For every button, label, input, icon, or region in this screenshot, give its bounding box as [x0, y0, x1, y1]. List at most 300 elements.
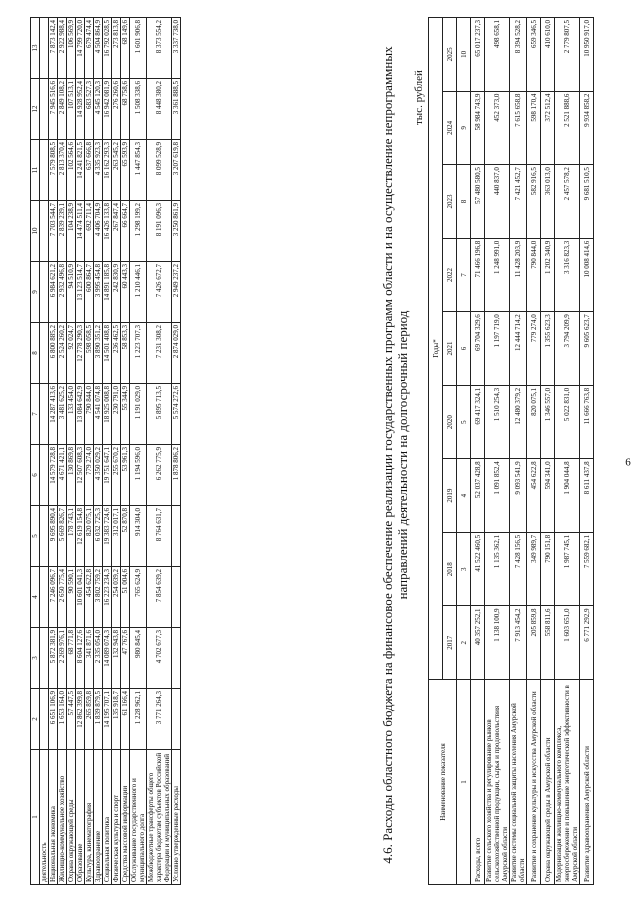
column-number-cell: 7: [457, 238, 471, 312]
value-cell: 68 771,8: [67, 628, 76, 689]
value-cell: 11 428 203,9: [510, 238, 527, 312]
table-row: [121, 18, 130, 885]
value-cell: 71 466 196,8: [471, 238, 485, 312]
value-cell: 765 624,9: [130, 567, 147, 628]
table-row: [85, 18, 94, 885]
row-label: Социальная политика: [103, 750, 112, 885]
value-cell: 2 524 260,2: [58, 323, 67, 384]
value-cell: 7 421 452,7: [510, 165, 527, 239]
table-row: [555, 18, 580, 885]
value-cell: 230 791,0: [112, 384, 121, 445]
value-cell: 6 800 885,2: [49, 323, 58, 384]
column-number-cell: 12: [31, 79, 40, 140]
value-cell: 1 298 199,2: [130, 201, 147, 262]
year-cell: 2021: [443, 312, 457, 386]
row-label: Расходы, всего: [471, 680, 485, 885]
value-cell: 1 197 719,0: [485, 312, 510, 386]
value-cell: 10 008 414,6: [580, 238, 594, 312]
value-cell: 14 579 728,8: [49, 445, 58, 506]
value-cell: 16 942 081,9: [103, 79, 112, 140]
value-cell: 692 711,4: [85, 201, 94, 262]
value-cell: 14 799 720,0: [76, 18, 85, 79]
value-cell: 90 590,1: [67, 567, 76, 628]
value-cell: 7 559 682,1: [580, 532, 594, 606]
column-number-cell: 1: [457, 680, 471, 885]
value-cell: [40, 506, 49, 567]
value-cell: 2 932 496,8: [58, 262, 67, 323]
value-cell: 12 778 290,3: [76, 323, 85, 384]
value-cell: 19 751 647,1: [103, 445, 112, 506]
value-cell: 132 943,8: [112, 628, 121, 689]
column-number-cell: 5: [457, 385, 471, 459]
years-header: Годы*: [429, 18, 443, 680]
value-cell: 7 231 308,2: [147, 323, 172, 384]
value-cell: 7 854 639,2: [147, 567, 172, 628]
value-cell: [172, 689, 181, 750]
value-cell: 55 344,9: [121, 384, 130, 445]
year-cell: 2025: [443, 18, 457, 92]
value-cell: 242 830,9: [112, 262, 121, 323]
table-row: [172, 18, 181, 885]
value-cell: 8 604 127,6: [76, 628, 85, 689]
row-label: Охрана окружающей среды в Амурской области: [541, 680, 555, 885]
value-cell: 3 481 625,2: [58, 384, 67, 445]
value-cell: 6 032 725,3: [94, 506, 103, 567]
value-cell: 5 574 272,6: [172, 384, 181, 445]
value-cell: 178 743,1: [67, 506, 76, 567]
row-label: Модернизация жилищно-коммунального комплекса, энергосбережение и повышение энергетической эффективности в Амурской области: [555, 680, 580, 885]
value-cell: 135 918,7: [112, 689, 121, 750]
page-number: 6: [625, 456, 631, 469]
value-cell: 7 703 544,7: [49, 201, 58, 262]
section-title: 4.6. Расходы областного бюджета на финансовое обеспечение реализации государственных программ области и на осуществление непрограммных направлений деятельности на долгосрочный период: [380, 46, 410, 864]
value-cell: 18 925 008,8: [103, 384, 112, 445]
value-cell: 4 504 864,9: [94, 18, 103, 79]
value-cell: 1 138 100,9: [485, 606, 510, 680]
year-cell: 2020: [443, 385, 457, 459]
value-cell: 10 601 041,3: [76, 567, 85, 628]
value-cell: 7 426 672,7: [147, 262, 172, 323]
column-number-cell: 2: [31, 689, 40, 750]
value-cell: 11 666 763,8: [580, 385, 594, 459]
value-cell: 52 870,8: [121, 506, 130, 567]
header-row: [31, 18, 40, 885]
value-cell: 6 651 106,9: [49, 689, 58, 750]
value-cell: 9 093 541,9: [510, 459, 527, 533]
value-cell: 8 191 096,3: [147, 201, 172, 262]
value-cell: 14 089 074,3: [103, 628, 112, 689]
value-cell: 5 872 381,9: [49, 628, 58, 689]
value-cell: 498 658,1: [485, 18, 510, 92]
row-label: Физическая культура и спорт: [112, 750, 121, 885]
value-cell: 372 512,4: [541, 91, 555, 165]
column-number-cell: 5: [31, 506, 40, 567]
value-cell: 263 545,2: [112, 140, 121, 201]
value-cell: 6 262 775,9: [147, 445, 172, 506]
value-cell: 5 895 713,5: [147, 384, 172, 445]
value-cell: 1 228 962,1: [130, 689, 147, 750]
value-cell: 6 771 292,9: [580, 606, 594, 680]
value-cell: [40, 567, 49, 628]
unit-label: тыс. рублей: [413, 70, 425, 125]
year-cell: 2019: [443, 459, 457, 533]
column-number-cell: 9: [457, 91, 471, 165]
value-cell: 914 304,0: [130, 506, 147, 567]
table-row: [147, 18, 172, 885]
year-cell: 2018: [443, 532, 457, 606]
value-cell: 1 202 340,9: [541, 238, 555, 312]
value-cell: 3 890 351,2: [94, 323, 103, 384]
value-cell: 8 764 631,7: [147, 506, 172, 567]
column-number-cell: 10: [31, 201, 40, 262]
value-cell: 14 287 413,6: [49, 384, 58, 445]
value-cell: 7 428 156,5: [510, 532, 527, 606]
value-cell: 2 457 578,2: [555, 165, 580, 239]
column-number-cell: 11: [31, 140, 40, 201]
value-cell: 2 839 239,1: [58, 201, 67, 262]
value-cell: 454 622,8: [527, 459, 541, 533]
value-cell: 12 444 714,2: [510, 312, 527, 386]
value-cell: [40, 18, 49, 79]
value-cell: [172, 628, 181, 689]
value-cell: 820 075,1: [85, 506, 94, 567]
value-cell: 2 813 370,4: [58, 140, 67, 201]
value-cell: 2 874 029,0: [172, 323, 181, 384]
table-row: [485, 18, 510, 885]
value-cell: 276 260,6: [112, 79, 121, 140]
value-cell: 4 671 421,1: [58, 445, 67, 506]
year-cell: 2024: [443, 91, 457, 165]
value-cell: 1 194 596,0: [130, 445, 147, 506]
value-cell: 205 859,8: [527, 606, 541, 680]
header-row: [429, 18, 443, 885]
value-cell: 790 844,0: [527, 238, 541, 312]
value-cell: 12 619 154,8: [76, 506, 85, 567]
table-row: [76, 18, 85, 885]
value-cell: 273 813,8: [112, 18, 121, 79]
value-cell: [40, 201, 49, 262]
value-cell: 1 191 029,0: [130, 384, 147, 445]
value-cell: 69 417 324,1: [471, 385, 485, 459]
value-cell: 683 527,3: [85, 79, 94, 140]
value-cell: 92 024,7: [67, 323, 76, 384]
value-cell: 265 859,8: [85, 689, 94, 750]
value-cell: 14 501 408,8: [103, 323, 112, 384]
row-label: Развитие системы социальной защиты населения Амурской области: [510, 680, 527, 885]
value-cell: 779 274,0: [85, 445, 94, 506]
value-cell: 133 454,0: [67, 384, 76, 445]
value-cell: 3 337 738,0: [172, 18, 181, 79]
value-cell: 5 669 826,7: [58, 506, 67, 567]
row-label: Обслуживание государственного и муниципального долга: [130, 750, 147, 885]
column-number-row: [457, 18, 471, 885]
value-cell: 14 195 707,1: [103, 689, 112, 750]
row-label: Условно утвержденные расходы: [172, 750, 181, 885]
value-cell: 1 878 806,2: [172, 445, 181, 506]
table-row: [58, 18, 67, 885]
value-cell: 5 022 831,0: [555, 385, 580, 459]
value-cell: 1 839 879,5: [94, 689, 103, 750]
column-number-cell: 3: [457, 532, 471, 606]
value-cell: 820 075,1: [527, 385, 541, 459]
value-cell: 594 341,0: [541, 459, 555, 533]
value-cell: 4 702 677,3: [147, 628, 172, 689]
value-cell: 61 166,4: [121, 689, 130, 750]
value-cell: 1 248 991,0: [485, 238, 510, 312]
value-cell: 1 510 254,3: [485, 385, 510, 459]
value-cell: 4 545 120,3: [94, 79, 103, 140]
row-label: Образование: [76, 750, 85, 885]
value-cell: 2 922 988,4: [58, 18, 67, 79]
table-row: [94, 18, 103, 885]
value-cell: [40, 140, 49, 201]
value-cell: 1 346 557,0: [541, 385, 555, 459]
value-cell: 637 666,8: [85, 140, 94, 201]
row-label: Межбюджетные трансферты общего характера бюджетам субъектов Российской Федерации и муниципальных образований: [147, 750, 172, 885]
value-cell: 13 123 514,7: [76, 262, 85, 323]
row-label: Развитие и сохранение культуры и искусства Амурской области: [527, 680, 541, 885]
row-label: Здравоохранение: [94, 750, 103, 885]
value-cell: 1 210 446,1: [130, 262, 147, 323]
value-cell: [172, 506, 181, 567]
table-row: [580, 18, 594, 885]
value-cell: 16 792 028,5: [103, 18, 112, 79]
value-cell: 12 507 608,3: [76, 445, 85, 506]
column-number-cell: 3: [31, 628, 40, 689]
value-cell: 598 170,4: [527, 91, 541, 165]
value-cell: 14 474 511,4: [76, 201, 85, 262]
value-cell: 1 091 852,4: [485, 459, 510, 533]
value-cell: 13 084 642,9: [76, 384, 85, 445]
column-number-cell: 9: [31, 262, 40, 323]
value-cell: 9 605 623,7: [580, 312, 594, 386]
column-number-cell: 6: [457, 312, 471, 386]
column-number-cell: 6: [31, 445, 40, 506]
value-cell: 790 151,8: [541, 532, 555, 606]
table-row: [527, 18, 541, 885]
value-cell: 106 569,9: [67, 18, 76, 79]
row-label: Развитие сельского хозяйства и регулирование рынков сельскохозяйственной продукции, сырья и продовольствия Амурской области: [485, 680, 510, 885]
value-cell: 57 447,5: [67, 689, 76, 750]
value-cell: 58 853,3: [121, 323, 130, 384]
value-cell: 1 653 164,0: [58, 689, 67, 750]
value-cell: 779 274,0: [527, 312, 541, 386]
name-header: Наименование показателя: [429, 680, 457, 885]
year-cell: 2022: [443, 238, 457, 312]
value-cell: 57 480 580,5: [471, 165, 485, 239]
value-cell: 1 601 906,8: [130, 18, 147, 79]
value-cell: 679 474,4: [85, 18, 94, 79]
value-cell: 659 346,5: [527, 18, 541, 92]
value-cell: 7 615 658,8: [510, 91, 527, 165]
value-cell: 2 949 237,2: [172, 262, 181, 323]
value-cell: 4 335 923,3: [94, 140, 103, 201]
row-label: деятельность: [40, 750, 49, 885]
table-row: [103, 18, 112, 885]
value-cell: 3 794 209,9: [555, 312, 580, 386]
value-cell: 107 513,1: [67, 79, 76, 140]
value-cell: 452 373,0: [485, 91, 510, 165]
value-cell: 69 704 329,6: [471, 312, 485, 386]
value-cell: 60 443,3: [121, 262, 130, 323]
value-cell: 598 058,5: [85, 323, 94, 384]
value-cell: 2 650 775,4: [58, 567, 67, 628]
value-cell: 65 017 237,3: [471, 18, 485, 92]
value-cell: 7 873 142,4: [49, 18, 58, 79]
value-cell: 1 603 651,0: [555, 606, 580, 680]
value-cell: 1 987 745,1: [555, 532, 580, 606]
value-cell: 8 099 528,9: [147, 140, 172, 201]
value-cell: 14 241 821,5: [76, 140, 85, 201]
value-cell: 52 037 428,8: [471, 459, 485, 533]
value-cell: 7 913 454,2: [510, 606, 527, 680]
value-cell: [40, 384, 49, 445]
value-cell: 19 383 724,6: [103, 506, 112, 567]
value-cell: [40, 262, 49, 323]
year-cell: 2023: [443, 165, 457, 239]
value-cell: 130 869,8: [67, 445, 76, 506]
value-cell: 349 989,7: [527, 532, 541, 606]
value-cell: [40, 445, 49, 506]
value-cell: 16 162 293,3: [103, 140, 112, 201]
value-cell: 2 335 054,0: [94, 628, 103, 689]
column-number-cell: 2: [457, 606, 471, 680]
value-cell: 102 564,6: [67, 140, 76, 201]
value-cell: 9 681 510,5: [580, 165, 594, 239]
value-cell: 341 871,6: [85, 628, 94, 689]
value-cell: 3 802 759,2: [94, 567, 103, 628]
value-cell: 1 904 044,8: [555, 459, 580, 533]
value-cell: 255 670,2: [112, 445, 121, 506]
value-cell: 41 522 460,5: [471, 532, 485, 606]
value-cell: 600 864,7: [85, 262, 94, 323]
value-cell: 7 246 096,7: [49, 567, 58, 628]
value-cell: [40, 79, 49, 140]
value-cell: [40, 689, 49, 750]
column-number-cell: 4: [31, 567, 40, 628]
table-row: [471, 18, 485, 885]
row-label: Развитие здравоохранения Амурской области: [580, 680, 594, 885]
value-cell: 558 811,6: [541, 606, 555, 680]
value-cell: 2 849 108,2: [58, 79, 67, 140]
value-cell: 7 579 808,5: [49, 140, 58, 201]
value-cell: 16 426 133,8: [103, 201, 112, 262]
row-label: Культура, кинематография: [85, 750, 94, 885]
value-cell: 1 447 854,3: [130, 140, 147, 201]
value-cell: 3 207 619,8: [172, 140, 181, 201]
value-cell: 1 508 338,6: [130, 79, 147, 140]
column-number-cell: 8: [457, 165, 471, 239]
value-cell: 3 316 823,3: [555, 238, 580, 312]
value-cell: 4 541 074,8: [94, 384, 103, 445]
value-cell: 980 845,4: [130, 628, 147, 689]
value-cell: 14 928 952,4: [76, 79, 85, 140]
column-number-cell: 4: [457, 459, 471, 533]
expenditure-by-section-table: [30, 17, 181, 885]
value-cell: 790 844,0: [85, 384, 94, 445]
value-cell: 454 622,8: [85, 567, 94, 628]
value-cell: 1 135 362,1: [485, 532, 510, 606]
table-row: [40, 18, 49, 885]
value-cell: 2 269 976,1: [58, 628, 67, 689]
table-row: [49, 18, 58, 885]
value-cell: 3 771 264,3: [147, 689, 172, 750]
value-cell: 440 837,0: [485, 165, 510, 239]
value-cell: 8 373 554,2: [147, 18, 172, 79]
value-cell: 9 934 858,2: [580, 91, 594, 165]
value-cell: 236 462,5: [112, 323, 121, 384]
table-row: [510, 18, 527, 885]
value-cell: 254 039,2: [112, 567, 121, 628]
table-row: [541, 18, 555, 885]
table-row: [112, 18, 121, 885]
value-cell: 47 767,6: [121, 628, 130, 689]
value-cell: 363 013,0: [541, 165, 555, 239]
value-cell: 8 611 437,8: [580, 459, 594, 533]
value-cell: 53 961,3: [121, 445, 130, 506]
value-cell: 3 250 861,9: [172, 201, 181, 262]
table-row: [130, 18, 147, 885]
value-cell: 68 758,6: [121, 79, 130, 140]
value-cell: 7 945 516,6: [49, 79, 58, 140]
value-cell: 58 984 743,9: [471, 91, 485, 165]
value-cell: 4 350 029,2: [94, 445, 103, 506]
value-cell: 51 004,6: [121, 567, 130, 628]
value-cell: 104 238,9: [67, 201, 76, 262]
value-cell: 582 916,5: [527, 165, 541, 239]
column-number-cell: 13: [31, 18, 40, 79]
row-label: Средства массовой информации: [121, 750, 130, 885]
value-cell: 14 891 185,8: [103, 262, 112, 323]
value-cell: 65 593,9: [121, 140, 130, 201]
value-cell: 267 847,4: [112, 201, 121, 262]
row-label: Национальная экономика: [49, 750, 58, 885]
row-label: Жилищно-коммунальное хозяйство: [58, 750, 67, 885]
value-cell: 9 695 890,4: [49, 506, 58, 567]
value-cell: 10 950 917,0: [580, 18, 594, 92]
value-cell: 16 223 234,3: [103, 567, 112, 628]
value-cell: 94 510,9: [67, 262, 76, 323]
value-cell: 8 448 380,2: [147, 79, 172, 140]
value-cell: 4 406 704,9: [94, 201, 103, 262]
value-cell: [40, 628, 49, 689]
value-cell: [172, 567, 181, 628]
program-expenditure-table: [428, 17, 594, 885]
value-cell: 2 779 807,5: [555, 18, 580, 92]
year-cell: 2017: [443, 606, 457, 680]
value-cell: 3 361 888,5: [172, 79, 181, 140]
value-cell: 2 521 888,6: [555, 91, 580, 165]
column-number-cell: 10: [457, 18, 471, 92]
value-cell: 8 394 528,2: [510, 18, 527, 92]
value-cell: 12 862 399,8: [76, 689, 85, 750]
column-number-cell: 7: [31, 384, 40, 445]
value-cell: 1 355 623,3: [541, 312, 555, 386]
value-cell: 68 149,6: [121, 18, 130, 79]
column-number-cell: 1: [31, 750, 40, 885]
value-cell: 410 610,0: [541, 18, 555, 92]
value-cell: 1 223 707,3: [130, 323, 147, 384]
value-cell: 312 017,1: [112, 506, 121, 567]
row-label: Охрана окружающей среды: [67, 750, 76, 885]
value-cell: 40 357 252,1: [471, 606, 485, 680]
table-row: [67, 18, 76, 885]
value-cell: 6 984 621,2: [49, 262, 58, 323]
value-cell: 66 664,7: [121, 201, 130, 262]
column-number-cell: 8: [31, 323, 40, 384]
value-cell: 3 995 454,8: [94, 262, 103, 323]
value-cell: 12 480 379,2: [510, 385, 527, 459]
